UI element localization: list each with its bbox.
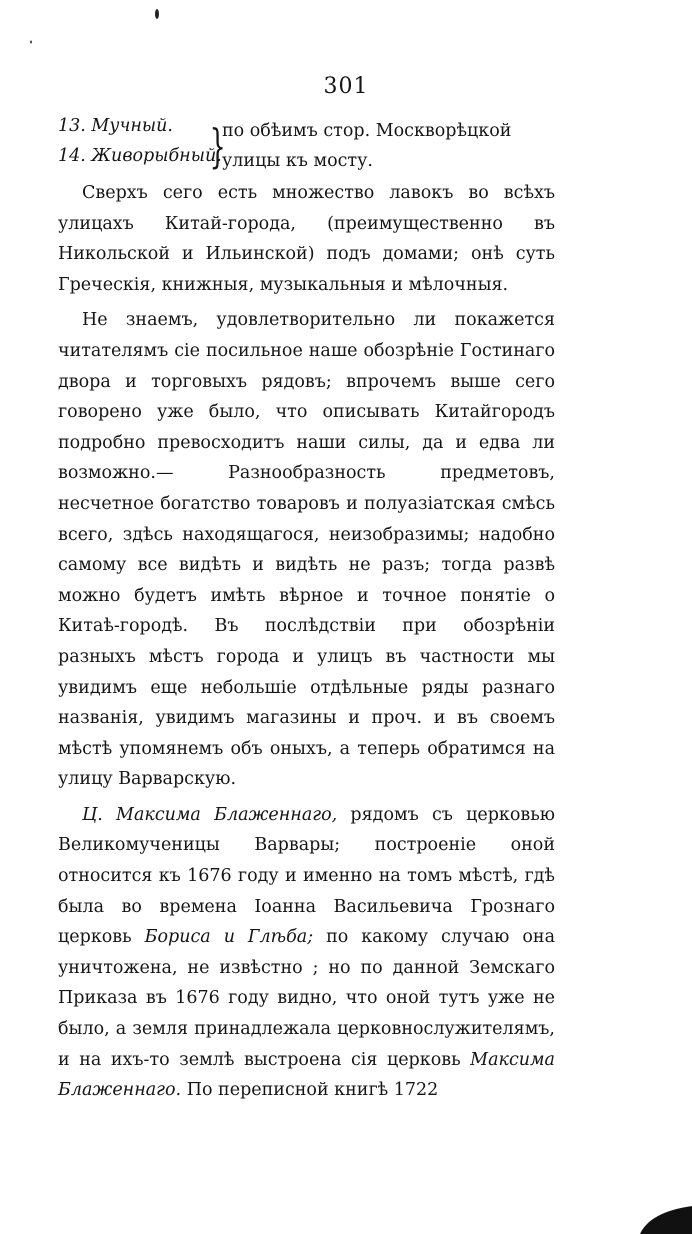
row-name: 14. Живорыбный. [58,146,222,166]
paragraph: Не знаемъ, удовлетворительно ли покажется читателямъ сіе посильное наше обозрѣніе Гостинаго двора и торговыхъ рядовъ; впрочемъ выше сего говорено уже было, что описывать Китайгородъ подробно превосходитъ наши силы, да и едва ли возможно.— Разнообразность предметовъ, несчетное богатство товаровъ и полуазіатская смѣсь всего, здѣсь находящагося, неизобразимы; надобно самому все видѣть и видѣть не разъ; тогда развѣ можно будетъ имѣть вѣрное и точное понятіе о Китаѣ-городѣ. Въ послѣдствіи при обозрѣніи разныхъ мѣстъ города и улицъ въ частности мы увидимъ еще небольшіе отдѣльные ряды разнаго названія, увидимъ магазины и проч. и въ своемъ мѣстѣ упомянемъ объ оныхъ, а теперь обратимся на улицу Варварскую. [58,310,555,790]
page-number: 301 [323,74,369,99]
paragraph-text: рядомъ съ церковью Великомученицы Варвары; построеніе оной относится къ 1676 году и именно на томъ мѣстѣ, гдѣ была во времена Іоанна Васильевича Грознаго церковь [58,804,555,948]
paragraph-text: по какому случаю она уничтожена, не извѣстно ; но по данной Земскаго Приказа въ 1676 году видно, что оной тутъ уже не было, а земля принадлежала церковнослужителямъ, и на ихъ-то землѣ выстроена сія церковь [58,927,556,1070]
rows-location-line1: по обѣимъ стор. Москворѣцкой [222,121,512,141]
rows-list [58,116,558,176]
church-name: Максима Блаженнаго. [58,1049,555,1101]
curly-brace-icon: } [209,119,226,173]
paragraph: Сверхъ сего есть множество лавокъ во всѣхъ улицахъ Китай-города, (преимущественно въ Никольской и Ильинской) подъ домами; онѣ суть Греческія, книжныя, музыкальныя и мѣлочныя. [58,183,555,295]
row-name: 13. Мучный. [58,116,173,136]
ink-speck [155,9,159,19]
page-corner-shadow [640,1206,692,1234]
church-name: Бориса и Глѣба; [144,927,314,948]
ink-speck [30,41,32,44]
church-title: Ц. Максима Блаженнаго, [82,804,338,825]
paragraph [58,800,555,1106]
rows-location-line2: улицы къ мосту. [222,151,373,171]
paragraph-text: По переписной книгѣ 1722 [181,1080,439,1101]
body-text [58,178,555,1111]
